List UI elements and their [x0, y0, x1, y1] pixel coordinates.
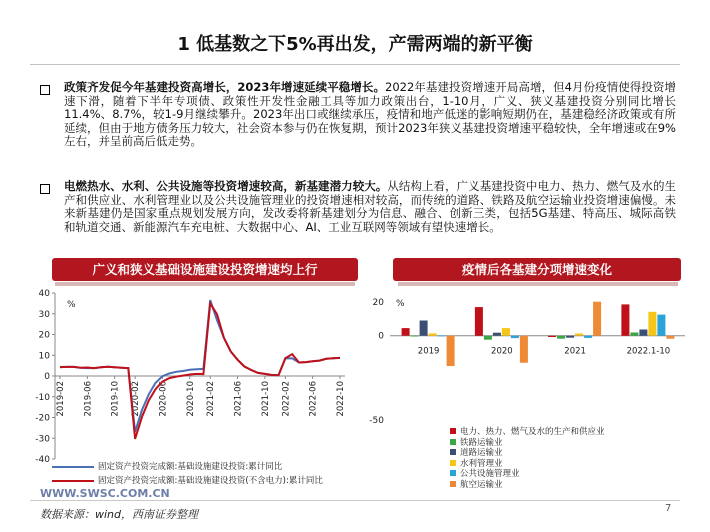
y-tick-label: -40	[35, 455, 50, 465]
y-tick-label: -20	[35, 413, 50, 424]
right-legend-item-6: 航空运输业	[450, 480, 605, 491]
bar	[511, 336, 519, 338]
unit-label: %	[396, 299, 405, 309]
x-tick-label: 2020-02	[131, 381, 142, 417]
x-category-label: 2019	[417, 346, 440, 357]
bar	[429, 333, 437, 335]
x-category-label: 2020	[491, 346, 513, 357]
paragraph-1	[64, 81, 676, 149]
legend-swatch	[450, 449, 456, 455]
title-divider	[30, 64, 680, 65]
bar	[593, 302, 601, 336]
y-tick-label: 20	[372, 298, 384, 308]
bullet-square-icon	[40, 184, 50, 194]
legend-swatch	[450, 428, 456, 434]
series-line-2	[60, 303, 340, 439]
left-line-chart	[25, 285, 355, 470]
bar	[621, 304, 629, 335]
bar	[502, 328, 510, 336]
bar	[484, 336, 492, 340]
right-chart-title: 疫情后各基建分项增速变化	[393, 258, 681, 281]
bar	[548, 336, 556, 337]
x-tick-label: 2022-02	[281, 381, 292, 417]
right-bar-chart	[360, 288, 690, 433]
bar	[447, 336, 455, 366]
bar	[666, 336, 674, 339]
bar	[520, 336, 528, 363]
paragraph-1-body: 2022年基建投资增速开局高增，但4月份疫情使得投资增速下滑，随着下半年专项债、政策性开发性金融工具等加力政策出台，1-10月，广义、狭义基建投资分别同比增长11.4%、8.7%，较1-9月继续攀升。2023年出口或继续承压，疫情和地产低迷的影响短期仍在，基建稳经济政策或有所延续，但由于地方债务压力较大，社会资本参与仍在恢复期，预计2023年狭义基建投资增速平稳较快，全年增速或在9%左右，并呈前高后低走势。	[64, 80, 676, 149]
legend-line-swatch	[52, 480, 94, 482]
bar	[648, 312, 656, 336]
x-tick-label: 2021-06	[233, 381, 244, 417]
legend-swatch	[450, 460, 456, 466]
left-chart-title: 广义和狭义基础设施建设投资增速均上行	[52, 258, 358, 281]
footer-divider	[30, 500, 680, 501]
x-tick-label: 2020-10	[185, 381, 196, 417]
page-title: 1 低基数之下5%再出发，产需两端的新平衡	[177, 34, 533, 55]
x-tick-label: 2021-02	[206, 381, 217, 417]
bar	[402, 328, 410, 336]
bar	[575, 334, 583, 336]
right-legend-item-4: 水利管理业	[450, 459, 605, 470]
data-source-note: 数据来源：wind，西南证券整理	[40, 508, 199, 521]
left-legend-item-1: 固定资产投资完成额:基础设施建设投资:累计同比	[52, 460, 282, 472]
bar	[657, 315, 665, 336]
legend-swatch	[450, 470, 456, 476]
legend-swatch	[450, 439, 456, 445]
y-tick-label: -50	[369, 416, 384, 426]
legend-swatch	[450, 481, 456, 487]
x-tick-label: 2022-06	[308, 381, 319, 417]
x-category-label: 2021	[564, 346, 586, 357]
bar	[566, 336, 574, 338]
y-tick-label: 20	[38, 330, 50, 341]
page-number: 7	[665, 503, 672, 514]
bar	[584, 336, 592, 338]
y-tick-label: 10	[38, 351, 50, 362]
right-legend-item-1: 电力、热力、燃气及水的生产和供应业	[450, 427, 605, 438]
bar	[639, 330, 647, 336]
right-legend-item-3: 道路运输业	[450, 448, 605, 459]
paragraph-2-body: 从结构上看，广义基建投资中电力、热力、燃气及水的生产和供应业、水利管理业以及公共设施管理业的投资增速相对较高，而传统的道路、铁路及航空运输业投资增速偏慢。未来新基建仍是国家重点规划发展方向，发改委将新基建划分为信息、融合、创新三类，包括5G基建、特高压、城际高铁和轨道交通、新能源汽车充电桩、大数据中心、AI、工业互联网等领域有望快速增长。	[64, 179, 676, 234]
bar	[493, 333, 501, 336]
right-legend-item-5: 公共设施管理业	[450, 469, 605, 480]
y-tick-label: -10	[35, 392, 50, 403]
y-tick-label: 30	[38, 309, 50, 320]
y-tick-label: 40	[38, 289, 50, 299]
x-tick-label: 2019-06	[83, 381, 94, 417]
y-tick-label: 0	[378, 331, 384, 342]
x-tick-label: 2020-06	[158, 381, 169, 417]
x-category-label: 2022.1-10	[626, 346, 671, 357]
left-legend-item-2: 固定资产投资完成额:基础设施建设投资(不含电力):累计同比	[52, 474, 323, 486]
series-line-1	[60, 300, 340, 432]
bar	[411, 336, 419, 337]
x-tick-label: 2022-10	[336, 381, 346, 417]
legend-line-swatch	[52, 466, 94, 468]
bar	[475, 307, 483, 336]
right-legend	[450, 427, 605, 491]
right-title-shadow	[398, 282, 678, 286]
bar	[438, 336, 446, 337]
x-tick-label: 2021-10	[260, 381, 271, 417]
right-legend-item-2: 铁路运输业	[450, 438, 605, 449]
x-tick-label: 2019-02	[56, 381, 66, 417]
y-tick-label: 0	[44, 372, 50, 382]
paragraph-2-heading: 电燃热水、水利、公共设施等投资增速较高，新基建潜力较大。	[64, 179, 388, 193]
x-tick-label: 2019-10	[110, 381, 121, 417]
bar	[630, 333, 638, 336]
unit-label: %	[67, 300, 76, 310]
bar	[557, 336, 565, 339]
y-tick-label: -30	[35, 434, 50, 445]
paragraph-2	[64, 180, 676, 234]
bullet-square-icon	[40, 85, 50, 95]
footer-website: WWW.SWSC.COM.CN	[40, 487, 170, 500]
paragraph-1-heading: 政策齐发促今年基建投资高增长，2023年增速延续平稳增长。	[64, 80, 386, 94]
bar	[420, 321, 428, 336]
